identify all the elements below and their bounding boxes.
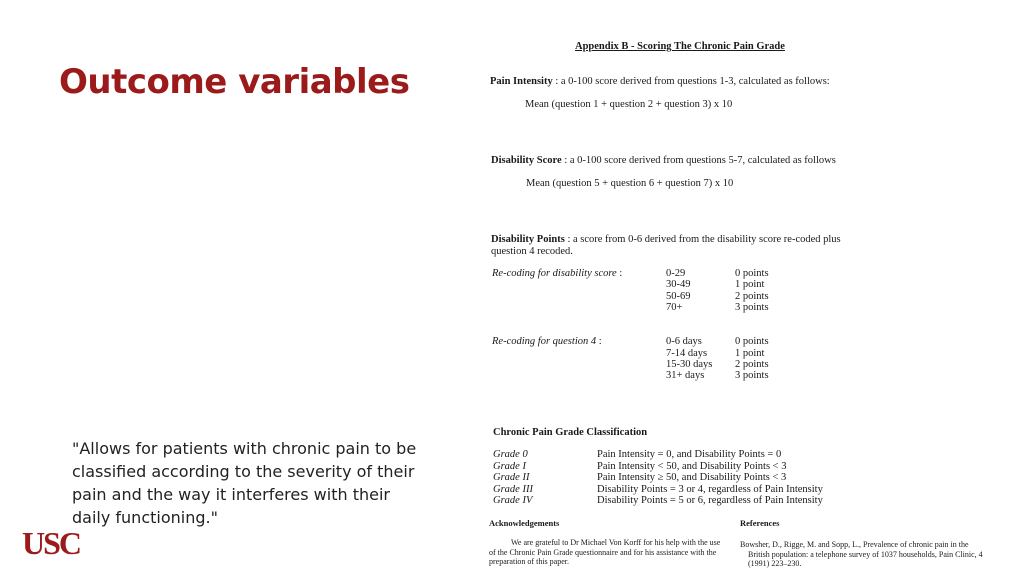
classification-title: Chronic Pain Grade Classification [493,427,648,438]
pain-intensity-label: Pain Intensity [490,76,553,87]
pain-intensity-desc: : a 0-100 score derived from questions 1-3, calculated as follows: [555,76,830,87]
slide-quote: "Allows for patients with chronic pain to be classified according to the severity of their pain and the way it interferes with their daily functioning." [72,439,417,527]
recoding-score-label: Re-coding for disability score [492,268,617,279]
disability-score-formula: Mean (question 5 + question 6 + question 7) x 10 [526,178,734,189]
references-title: References [740,518,780,528]
recoding-score-colon: : [619,268,623,279]
pain-intensity-formula: Mean (question 1 + question 2 + question 3) x 10 [525,99,733,110]
recoding-score-points: 2 points [735,291,769,302]
recoding-q4-range: 7-14 days [666,348,708,359]
recoding-score-label-line [492,268,622,279]
grade-name: Grade II [493,472,530,483]
grade-rule: Disability Points = 3 or 4, regardless of Pain Intensity [597,484,823,495]
recoding-q4-label: Re-coding for question 4 [492,336,597,347]
disability-points-line [491,234,841,245]
recoding-q4-points: 2 points [735,359,769,370]
grade-rule: Disability Points = 5 or 6, regardless of Pain Intensity [597,495,823,506]
appendix-document-image [484,36,984,572]
references-body: Bowsher, D., Rigge, M. and Sopp, L., Prevalence of chronic pain in the British population: a telephone survey of 1037 households, Pain Clinic, 4 (1991) 223–230. [740,540,983,568]
disability-points-label: Disability Points [491,234,565,245]
appendix-heading: Appendix B - Scoring The Chronic Pain Grade [575,41,785,52]
grade-label [493,449,528,460]
disability-score-desc: : a 0-100 score derived from questions 5-7, calculated as follows [564,155,836,166]
recoding-score-range: 50-69 [666,291,691,302]
grade-label [493,461,526,472]
recoding-q4-label-line [492,336,602,347]
grade-rule: Pain Intensity < 50, and Disability Points < 3 [597,461,787,472]
recoding-q4-range: 0-6 days [666,336,702,347]
grade-rule: Pain Intensity ≥ 50, and Disability Points < 3 [597,472,787,483]
pain-intensity-line [490,76,830,87]
recoding-score-points: 0 points [735,268,769,279]
slide-title: Outcome variables [59,62,410,102]
recoding-score-points: 1 point [735,279,765,290]
grade-name: Grade 0 [493,449,528,460]
grade-label [493,472,529,483]
grade-name: Grade I [493,461,526,472]
grade-label [493,484,533,495]
recoding-q4-points: 3 points [735,370,769,381]
recoding-q4-colon: : [598,336,602,347]
recoding-score-points: 3 points [735,302,769,313]
grade-rule: Pain Intensity = 0, and Disability Points = 0 [597,449,782,460]
disability-points-desc2: question 4 recoded. [491,246,573,257]
usc-logo: USC [22,525,81,561]
recoding-q4-range: 31+ days [666,370,705,381]
grade-name: Grade III [493,484,533,495]
recoding-score-range: 0-29 [666,268,686,279]
grade-name: Grade IV [493,495,533,506]
disability-score-line [491,155,836,166]
recoding-q4-range: 15-30 days [666,359,713,370]
recoding-score-range: 30-49 [666,279,691,290]
acknowledgements-body: We are grateful to Dr Michael Von Korff for his help with the use of the Chronic Pain Grade questionnaire and for his assistance with the preparation of this paper. [489,538,721,566]
disability-score-label: Disability Score [491,155,562,166]
recoding-score-range: 70+ [666,302,683,313]
acknowledgements-title: Acknowledgements [489,518,560,528]
disability-points-desc: : a score from 0-6 derived from the disability score re-coded plus [567,234,841,245]
grade-label [493,495,532,506]
recoding-q4-points: 1 point [735,348,765,359]
recoding-q4-points: 0 points [735,336,769,347]
